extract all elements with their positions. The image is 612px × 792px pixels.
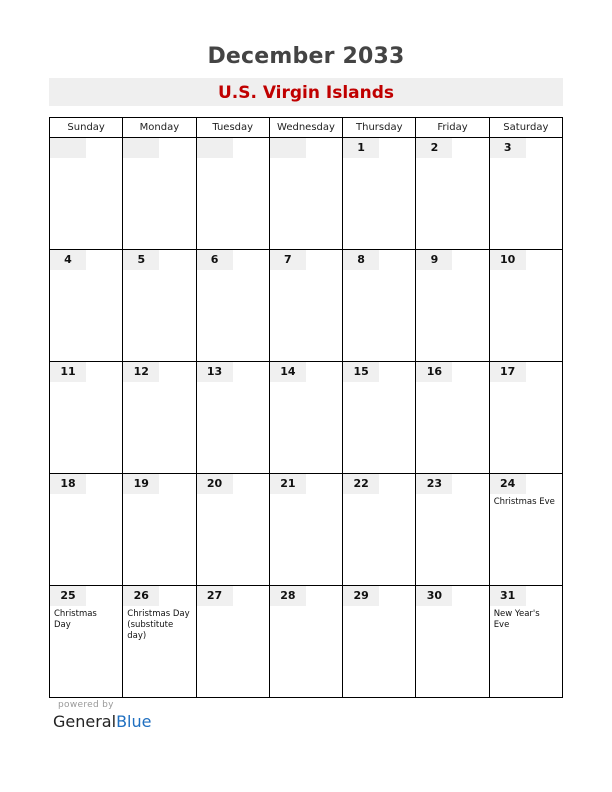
blank-day-marker (197, 138, 233, 158)
day-cell (343, 586, 416, 698)
day-number: 16 (416, 362, 452, 382)
day-number: 22 (343, 474, 379, 494)
day-number: 2 (416, 138, 452, 158)
day-cell-empty (123, 138, 196, 250)
day-number: 25 (50, 586, 86, 606)
day-cell (123, 586, 196, 698)
blank-day-marker (50, 138, 86, 158)
day-cell (196, 362, 269, 474)
day-number: 3 (490, 138, 526, 158)
day-cell (416, 474, 489, 586)
region-band (49, 78, 563, 106)
day-number: 24 (490, 474, 526, 494)
region-name: U.S. Virgin Islands (217, 83, 395, 103)
day-number: 12 (123, 362, 159, 382)
weekday-header: Friday (416, 118, 489, 138)
week-row (50, 362, 563, 474)
day-number: 18 (50, 474, 86, 494)
day-cell (123, 474, 196, 586)
weekday-header: Saturday (489, 118, 562, 138)
weekday-header-row (50, 118, 563, 138)
brand-general: General (53, 712, 117, 731)
week-row (50, 586, 563, 698)
weekday-header: Wednesday (269, 118, 342, 138)
weekday-header: Monday (123, 118, 196, 138)
day-cell (416, 138, 489, 250)
weekday-header: Sunday (50, 118, 123, 138)
day-cell (50, 250, 123, 362)
day-number: 5 (123, 250, 159, 270)
powered-by-text: powered by (58, 700, 114, 710)
day-cell (196, 586, 269, 698)
day-cell (50, 362, 123, 474)
holiday-label: New Year's Eve (493, 609, 540, 630)
day-number: 1 (343, 138, 379, 158)
day-cell (416, 250, 489, 362)
day-cell (489, 250, 562, 362)
day-cell (343, 362, 416, 474)
day-cell-empty (196, 138, 269, 250)
day-cell (416, 362, 489, 474)
day-cell (269, 474, 342, 586)
day-cell (123, 362, 196, 474)
day-number: 11 (50, 362, 86, 382)
day-number: 20 (197, 474, 233, 494)
week-row (50, 474, 563, 586)
day-number: 21 (270, 474, 306, 494)
weekday-header: Tuesday (196, 118, 269, 138)
day-cell (489, 474, 562, 586)
day-cell (196, 474, 269, 586)
day-cell (343, 250, 416, 362)
weekday-header: Thursday (343, 118, 416, 138)
day-number: 15 (343, 362, 379, 382)
day-number: 7 (270, 250, 306, 270)
day-cell (269, 250, 342, 362)
day-number: 30 (416, 586, 452, 606)
holiday-label: Christmas Day (54, 609, 97, 630)
day-cell (196, 250, 269, 362)
page-title: December 2033 (207, 44, 405, 69)
day-cell (343, 474, 416, 586)
day-cell-empty (269, 138, 342, 250)
week-row (50, 138, 563, 250)
day-cell (123, 250, 196, 362)
day-cell (489, 138, 562, 250)
day-number: 6 (197, 250, 233, 270)
day-cell-empty (50, 138, 123, 250)
blank-day-marker (270, 138, 306, 158)
blank-day-marker (123, 138, 159, 158)
day-number: 4 (50, 250, 86, 270)
holiday-label: Christmas Day (substitute day) (127, 609, 190, 641)
holiday-label: Christmas Eve (493, 497, 555, 507)
day-cell (416, 586, 489, 698)
day-cell (489, 586, 562, 698)
calendar-grid (49, 117, 563, 698)
day-cell (343, 138, 416, 250)
day-number: 14 (270, 362, 306, 382)
day-number: 10 (490, 250, 526, 270)
day-cell (269, 362, 342, 474)
day-cell (269, 586, 342, 698)
day-number: 29 (343, 586, 379, 606)
week-row (50, 250, 563, 362)
day-number: 17 (490, 362, 526, 382)
day-number: 13 (197, 362, 233, 382)
day-number: 23 (416, 474, 452, 494)
day-cell (489, 362, 562, 474)
day-number: 26 (123, 586, 159, 606)
day-number: 31 (490, 586, 526, 606)
day-number: 19 (123, 474, 159, 494)
brand-logo[interactable] (53, 712, 151, 731)
day-number: 8 (343, 250, 379, 270)
day-number: 9 (416, 250, 452, 270)
day-cell (50, 474, 123, 586)
day-number: 28 (270, 586, 306, 606)
day-cell (50, 586, 123, 698)
day-number: 27 (197, 586, 233, 606)
brand-blue: Blue (116, 712, 152, 731)
